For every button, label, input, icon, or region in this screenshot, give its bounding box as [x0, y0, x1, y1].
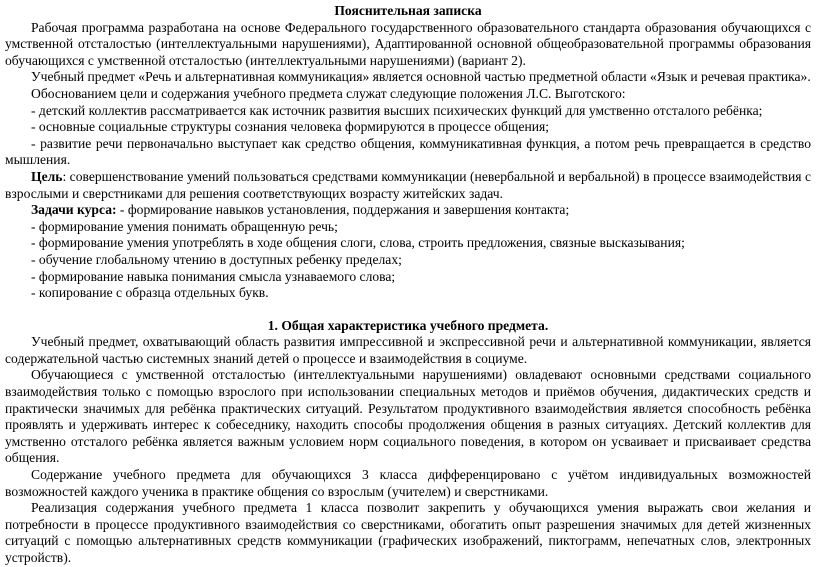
document-title: Пояснительная записка: [334, 3, 482, 18]
subject-paragraph: Учебный предмет «Речь и альтернативная коммуникация» является основной частью предметной области «Язык и речевая практика».: [31, 69, 811, 85]
section-heading: 1. Общая характеристика учебного предмета.: [267, 317, 549, 333]
basis-intro: Обоснованием цели и содержания учебного предмета служат следующие положения Л.С. Выготского:: [31, 85, 626, 101]
tasks-paragraph: [5, 202, 811, 219]
task-item: - формирование умения употреблять в ходе общения слоги, слова, строить предложения, связные высказывания;: [31, 235, 685, 251]
task-item: - обучение глобальному чтению в доступных ребенку пределах;: [31, 251, 402, 267]
section-paragraph: Реализация содержания учебного предмета 1 класса позволит закрепить у обучающихся умения выражать свои желания и потребности в процессе продуктивного взаимодействия со сверстниками, обогатить опыт разрешения значимых для детей жизненных ситуаций с помощью альтернативных средств коммуникации (графических изображений, пиктограмм, непечатных слов, электронных устройств).: [5, 500, 811, 565]
section-paragraph: Обучающиеся с умственной отсталостью (интеллектуальными нарушениями) овладевают основными средствами социального взаимодействия только с помощью взрослого при использовании специальных методов и приёмов обучения, дидактических средств и практически значимых для ребёнка практических ситуаций. Результатом продуктивного взаимодействия является способность ребёнка проявлять и удерживать интерес к собеседнику, находить способы продолжения общения в разных ситуациях. Детский коллектив для умственно отсталого ребёнка является важным условием норм социального поведения, в котором он усваивает и присваивает средства общения.: [5, 367, 811, 466]
tasks-label: Задачи курса:: [31, 202, 117, 218]
goal-paragraph: [5, 169, 811, 202]
tasks-first-item: - формирование навыков установления, поддержания и завершения контакта;: [116, 202, 570, 218]
section-paragraph: Учебный предмет, охватывающий область развития импрессивной и экспрессивной речи и альтернативной коммуникации, является содержательной частью системных знаний детей о процессе и взаимодействия в социуме.: [5, 334, 811, 366]
goal-label: Цель: [31, 168, 63, 184]
intro-paragraph: Рабочая программа разработана на основе Федерального государственного образовательного стандарта образования обучающихся с умственной отсталостью (интеллектуальными нарушениями), Адаптированной основной общеобразовательной программы образования обучающихся с умственной отсталостью (интеллектуальными нарушениями) (вариант 2).: [5, 19, 811, 68]
section-paragraph: Содержание учебного предмета для обучающихся 3 класса дифференцировано с учётом индивидуальных возможностей возможностей каждого ученика в практике общения со взрослым (учителем) и сверстниками.: [5, 467, 811, 499]
goal-text: : совершенствование умений пользоваться средствами коммуникации (невербальной и вербальной) в процессе взаимодействия с взрослыми и сверстниками для решения соответствующих возрасту житейских задач.: [5, 168, 811, 201]
basis-item: - развитие речи первоначально выступает как средство общения, коммуникативная функция, а потом речь превращается в средство мышления.: [5, 135, 811, 168]
task-item: - формирование навыка понимания смысла узнаваемого слова;: [31, 268, 396, 284]
basis-item: - основные социальные структуры сознания человека формируются в процессе общения;: [31, 119, 550, 135]
task-item: - формирование умения понимать обращенную речь;: [31, 218, 338, 234]
basis-item: - детский коллектив рассматривается как источник развития высших психических функций для умственно отсталого ребёнка;: [31, 102, 763, 118]
task-item: - копирование с образца отдельных букв.: [31, 285, 269, 301]
